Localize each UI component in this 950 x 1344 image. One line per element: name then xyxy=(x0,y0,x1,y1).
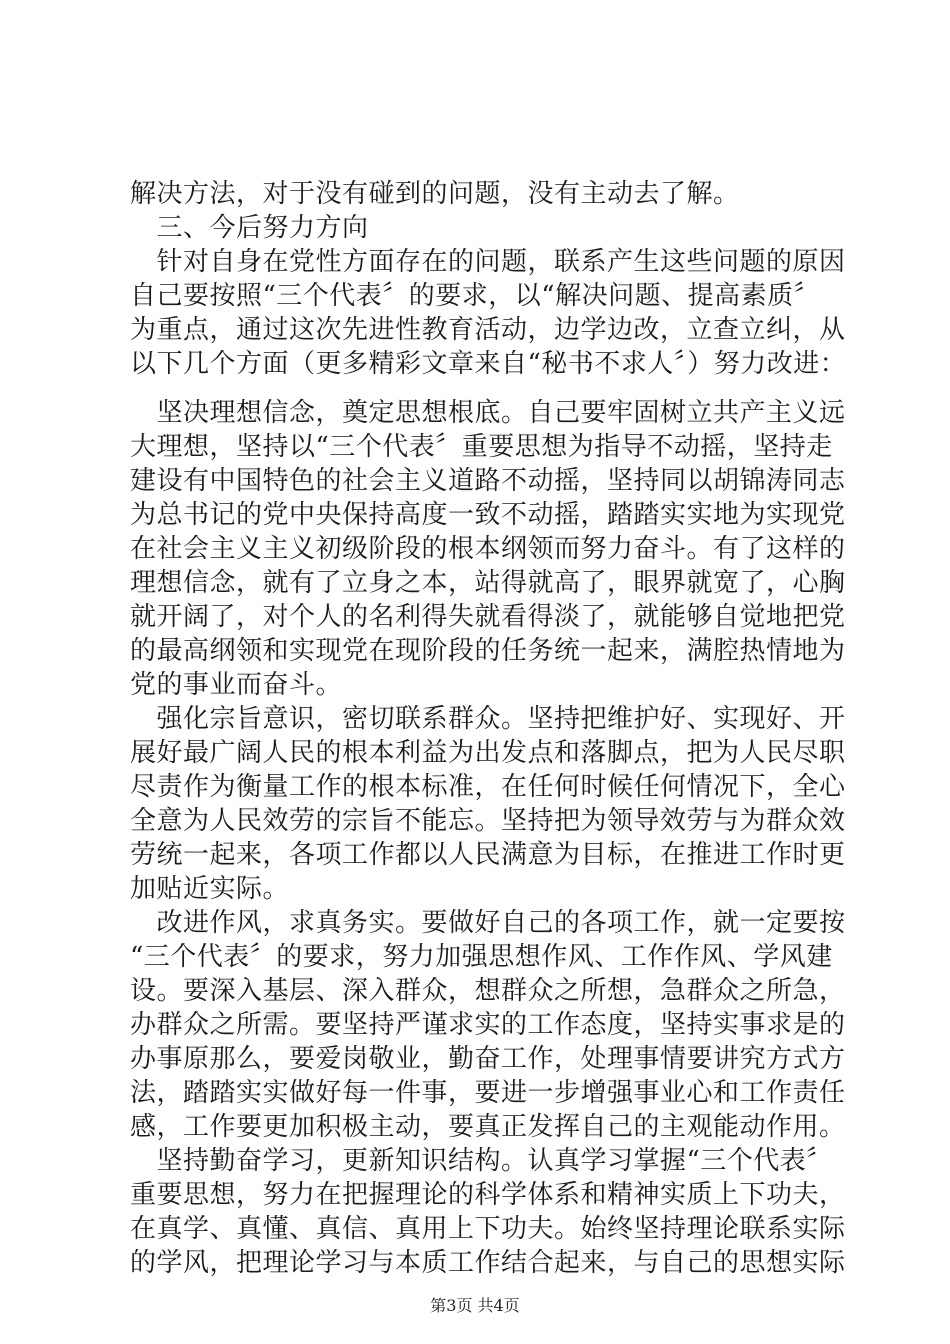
text-line: 解决方法，对于没有碰到的问题，没有主动去了解。 xyxy=(130,179,740,209)
text-line: 设。要深入基层、深入群众，想群众之所想，急群众之所急， xyxy=(130,976,846,1006)
text-line: 就开阔了，对个人的名利得失就看得淡了，就能够自觉地把党 xyxy=(130,602,846,632)
text-line: 强化宗旨意识，密切联系群众。坚持把维护好、实现好、开 xyxy=(130,704,846,734)
text-line: 感，工作要更加积极主动，要真正发挥自己的主观能动作用。 xyxy=(130,1112,846,1142)
text-line: 尽责作为衡量工作的根本标准，在任何时候任何情况下，全心 xyxy=(130,772,846,802)
text-line: 建设有中国特色的社会主义道路不动摇，坚持同以胡锦涛同志 xyxy=(130,466,846,496)
text-line: 自己要按照“三个代表〞的要求，以“解决问题、提高素质〞 xyxy=(130,281,821,311)
text-line: 全意为人民效劳的宗旨不能忘。坚持把为领导效劳与为群众效 xyxy=(130,806,846,836)
text-line: 针对自身在党性方面存在的问题，联系产生这些问题的原因 xyxy=(130,247,846,277)
text-line: 重要思想，努力在把握理论的科学体系和精神实质上下功夫， xyxy=(130,1180,846,1210)
text-line: 理想信念，就有了立身之本，站得就高了，眼界就宽了，心胸 xyxy=(130,568,846,598)
page-number-footer: 第3页 共4页 xyxy=(430,1296,520,1315)
text-line: 坚决理想信念，奠定思想根底。自己要牢固树立共产主义远 xyxy=(130,398,846,428)
text-line: 在社会主义主义初级阶段的根本纲领而努力奋斗。有了这样的 xyxy=(130,534,846,564)
text-line: 的最高纲领和实现党在现阶段的任务统一起来，满腔热情地为 xyxy=(130,636,846,666)
text-line: 改进作风，求真务实。要做好自己的各项工作，就一定要按 xyxy=(130,908,846,938)
text-line: 党的事业而奋斗。 xyxy=(130,670,343,700)
text-line: 加贴近实际。 xyxy=(130,874,290,904)
text-line: 劳统一起来，各项工作都以人民满意为目标，在推进工作时更 xyxy=(130,840,846,870)
text-line: 法，踏踏实实做好每一件事，要进一步增强事业心和工作责任 xyxy=(130,1078,846,1108)
text-line: 为重点，通过这次先进性教育活动，边学边改，立查立纠，从 xyxy=(130,315,846,345)
text-line: 以下几个方面（更多精彩文章来自“秘书不求人〞）努力改进： xyxy=(130,349,847,379)
text-line: 办事原那么，要爱岗敬业，勤奋工作，处理事情要讲究方式方 xyxy=(130,1044,846,1074)
text-line: 在真学、真懂、真信、真用上下功夫。始终坚持理论联系实际 xyxy=(130,1214,846,1244)
section-heading: 三、今后努力方向 xyxy=(130,213,369,243)
text-line: 大理想，坚持以“三个代表〞重要思想为指导不动摇，坚持走 xyxy=(130,432,833,462)
text-line: 为总书记的党中央保持高度一致不动摇，踏踏实实地为实现党 xyxy=(130,500,846,530)
text-line: 办群众之所需。要坚持严谨求实的工作态度，坚持实事求是的 xyxy=(130,1010,846,1040)
text-line: “三个代表〞的要求，努力加强思想作风、工作作风、学风建 xyxy=(130,942,833,972)
text-line: 展好最广阔人民的根本利益为出发点和落脚点，把为人民尽职 xyxy=(130,738,846,768)
text-line: 的学风，把理论学习与本质工作结合起来，与自己的思想实际 xyxy=(130,1248,846,1278)
text-line: 坚持勤奋学习，更新知识结构。认真学习掌握“三个代表〞 xyxy=(130,1146,833,1176)
